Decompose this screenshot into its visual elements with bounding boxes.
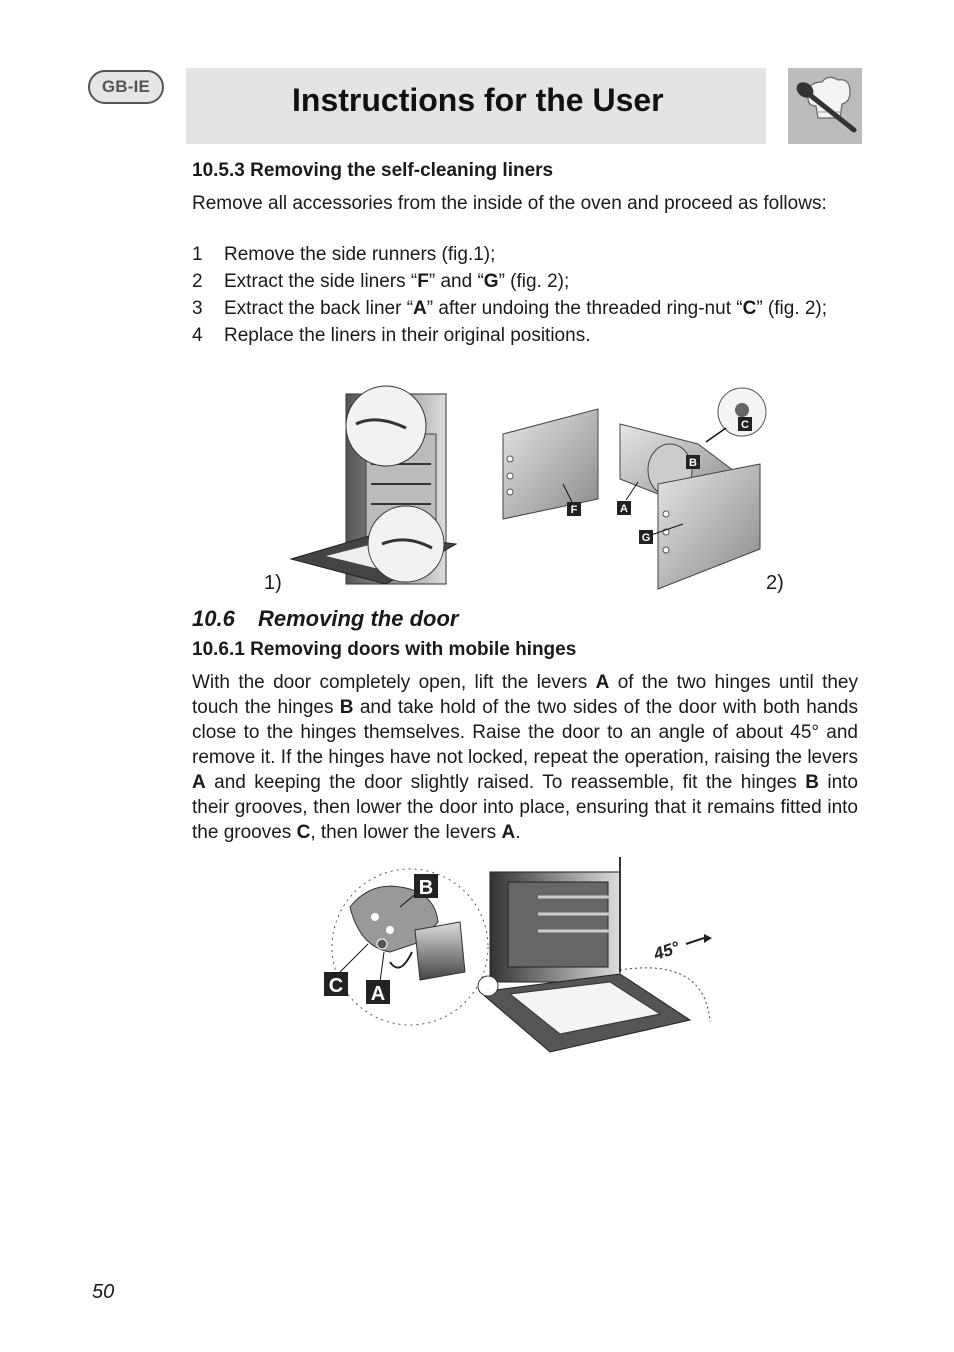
- list-item: 1 Remove the side runners (fig.1);: [192, 244, 496, 265]
- header-bar: [186, 68, 766, 144]
- language-badge: GB-IE: [88, 70, 164, 104]
- callout-b: B: [689, 457, 697, 469]
- page-number: 50: [92, 1281, 115, 1303]
- list-item: 4 Replace the liners in their original positions.: [192, 325, 591, 346]
- figure-3-door-hinges: [320, 852, 730, 1067]
- intro-paragraph: Remove all accessories from the inside of the oven and proceed as follows:: [192, 193, 827, 214]
- chef-hat-spoon-icon: [788, 68, 862, 144]
- figure-2-liners: [498, 384, 778, 599]
- list-item: 2 Extract the side liners “F” and “G” (fig. 2);: [192, 271, 570, 292]
- callout-a: A: [620, 503, 628, 515]
- callout-c: C: [328, 975, 344, 997]
- page-title: Instructions for the User: [292, 82, 664, 118]
- callout-b: B: [418, 877, 434, 899]
- list-item: 3 Extract the back liner “A” after undoing the threaded ring-nut “C” (fig. 2);: [192, 298, 828, 319]
- subsection-heading-10-5-3: 10.5.3 Removing the self-cleaning liners: [192, 160, 554, 181]
- door-removal-paragraph: With the door completely open, lift the levers A of the two hinges until they touch the hinges B and take hold of the two sides of the door with both hands close to the hinges themselves. Raise the door to an angle of about 45° and remove it. If the hinges have not locked, repeat the operation, raising the levers A and keeping the door slightly raised. To reassemble, fit the hinges B into their grooves, then lower the door into place, ensuring that it remains fitted into the grooves C, then lower the levers A.: [192, 672, 858, 843]
- callout-f: F: [570, 504, 578, 516]
- callout-c: C: [741, 419, 749, 431]
- steps-list: [192, 241, 858, 349]
- figure-2-label: 2): [766, 572, 784, 594]
- angle-label: 45°: [651, 937, 682, 964]
- figure-1-side-runners: [286, 384, 466, 599]
- subsection-heading-10-6-1: 10.6.1 Removing doors with mobile hinges: [192, 639, 577, 660]
- callout-g: G: [641, 532, 651, 544]
- figure-1-label: 1): [264, 572, 282, 594]
- section-heading-10-6: 10.6 Removing the door: [192, 606, 459, 631]
- callout-a: A: [370, 983, 386, 1005]
